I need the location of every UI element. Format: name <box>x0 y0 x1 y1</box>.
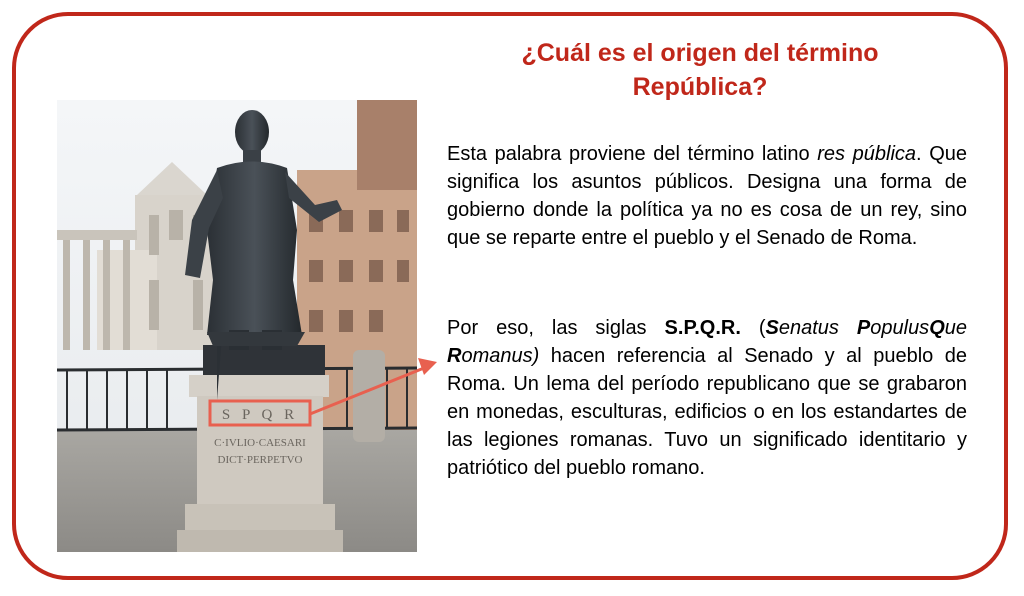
title-line-2: República? <box>632 73 768 101</box>
spqr-acronym: S.P.Q.R. <box>664 317 741 339</box>
paragraph-spqr-lead: Por eso, las siglas <box>447 317 665 339</box>
paragraph-spqr-rest: hacen referencia al Senado y al pueblo de Roma. Un lema del período republicano que se grabaron en monedas, esculturas, edificios o en los estandartes de las legiones romanas. Tuvo un significado identitario y patriótico del pueblo romano. <box>447 345 967 479</box>
inscription-line-2: DICT·PERPETVO <box>217 454 303 466</box>
initial-q: Q <box>929 317 945 339</box>
senatus-rest: enatus <box>778 317 839 339</box>
initial-p: P <box>856 317 871 339</box>
paragraph-origin-lead: Esta palabra proviene del término latino <box>447 143 818 165</box>
title-line-1: ¿Cuál es el origen del término <box>521 39 879 67</box>
inscription-spqr: S P Q R <box>221 407 299 423</box>
open-paren: ( <box>740 317 766 339</box>
paragraph-origin <box>447 140 967 252</box>
paragraph-spqr <box>447 314 967 482</box>
slide-title <box>440 36 960 104</box>
initial-r: R <box>447 345 462 367</box>
populus-rest: opulus <box>870 317 930 339</box>
que-rest: ue <box>944 317 967 339</box>
romanus-rest: omanus) <box>461 345 540 367</box>
paragraph-origin-rest: . Que significa los asuntos públicos. Designa una forma de gobierno donde la política ya no es cosa de un rey, sino que se reparte entre el pueblo y el Senado de Roma. <box>447 143 967 249</box>
julius-caesar-statue-photo <box>57 100 417 552</box>
res-publica-term: res pública <box>817 143 917 165</box>
initial-s: S <box>765 317 779 339</box>
inscription-line-1: C·IVLIO·CAESARI <box>214 437 306 449</box>
